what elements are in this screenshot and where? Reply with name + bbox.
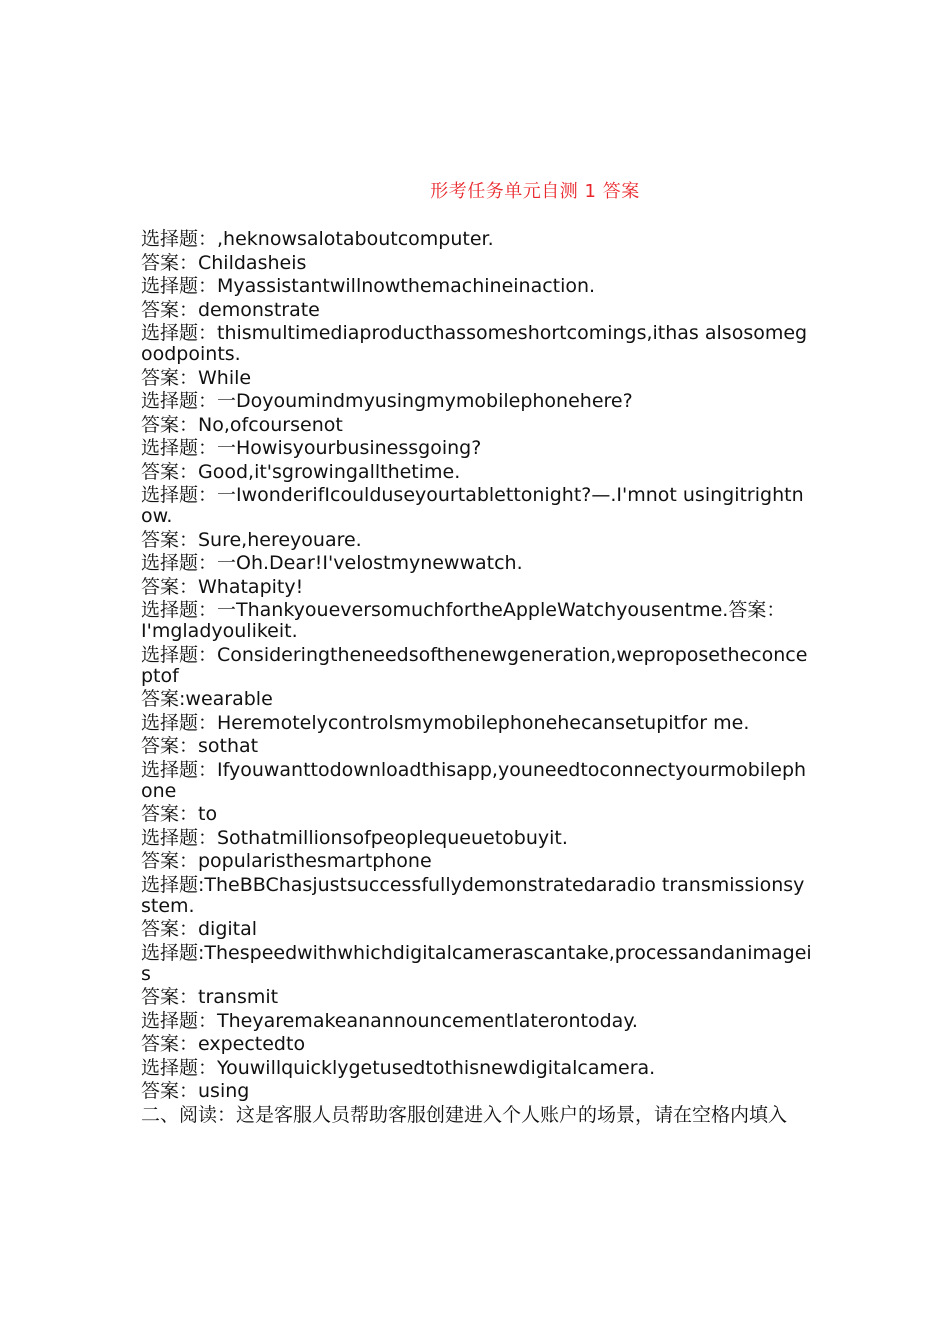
question-line: 选择题：,heknowsalotaboutcomputer. — [141, 228, 494, 250]
question-line: 选择题:Thespeedwithwhichdigitalcamerascantake,processandanimageis — [141, 941, 812, 985]
answer-line: 答案：Childasheis — [141, 251, 307, 274]
answer-line: 答案：demonstrate — [141, 298, 320, 321]
question-line: 选择题：一IwonderifIcoulduseyourtablettonight?—.I'mnot usingitrightnow. — [141, 484, 804, 527]
question-line: 选择题：Youwillquicklygetusedtothisnewdigitalcamera. — [141, 1056, 656, 1079]
answer-line: 答案：Good,it'sgrowingallthetime. — [141, 460, 461, 483]
question-line: 选择题：一Oh.Dear!I'velostmynewwatch. — [141, 552, 523, 574]
answer-line: 答案：No,ofcoursenot — [141, 413, 343, 436]
answer-line: 答案：popularisthesmartphone — [141, 850, 432, 872]
answer-line: 答案：transmit — [141, 986, 279, 1008]
question-line: 选择题：一ThankyoueversomuchfortheAppleWatchyousentme.答案：I'mgladyoulikeit. — [141, 599, 786, 642]
answer-line: 答案：While — [141, 366, 252, 389]
answer-line: 答案：sothat — [141, 735, 259, 757]
question-line: 选择题：一Howisyourbusinessgoing? — [141, 437, 482, 459]
answer-line: 答案:wearable — [141, 688, 273, 710]
question-line: 选择题：Heremotelycontrolsmymobilephonehecansetupitfor me. — [141, 711, 750, 734]
question-line: 选择题：一Doyoumindmyusingmymobilephonehere? — [141, 390, 633, 412]
answer-line: 答案：expectedto — [141, 1033, 306, 1055]
section-heading: 二、阅读：这是客服人员帮助客服创建进入个人账户的场景，请在空格内填入 — [141, 1103, 788, 1126]
question-line: 选择题：Theyaremakeanannouncementlaterontoday. — [141, 1009, 638, 1032]
question-line: 选择题：Sothatmillionsofpeoplequeuetobuyit. — [141, 826, 568, 849]
question-line: 选择题：Consideringtheneedsofthenewgeneration,weproposetheconceptof — [141, 643, 808, 687]
question-line: 选择题：thismultimediaproducthassomeshortcomings,ithas alsosomegoodpoints. — [141, 322, 808, 365]
question-line: 选择题：Ifyouwanttodownloadthisapp,youneedtoconnectyourmobilephone — [141, 758, 807, 802]
question-line: 选择题:TheBBChasjustsuccessfullydemonstratedaradio transmissionsystem. — [141, 873, 805, 917]
answer-line: 答案：digital — [141, 918, 258, 940]
answer-line: 答案：Whatapity! — [141, 575, 304, 598]
document-title: 形考任务单元自测 1 答案 — [430, 181, 640, 202]
question-line: 选择题：Myassistantwillnowthemachineinaction. — [141, 275, 596, 297]
answer-line: 答案：using — [141, 1080, 250, 1102]
answer-line: 答案：to — [141, 803, 218, 825]
document-body — [141, 229, 813, 1128]
answer-line: 答案：Sure,hereyouare. — [141, 528, 362, 551]
